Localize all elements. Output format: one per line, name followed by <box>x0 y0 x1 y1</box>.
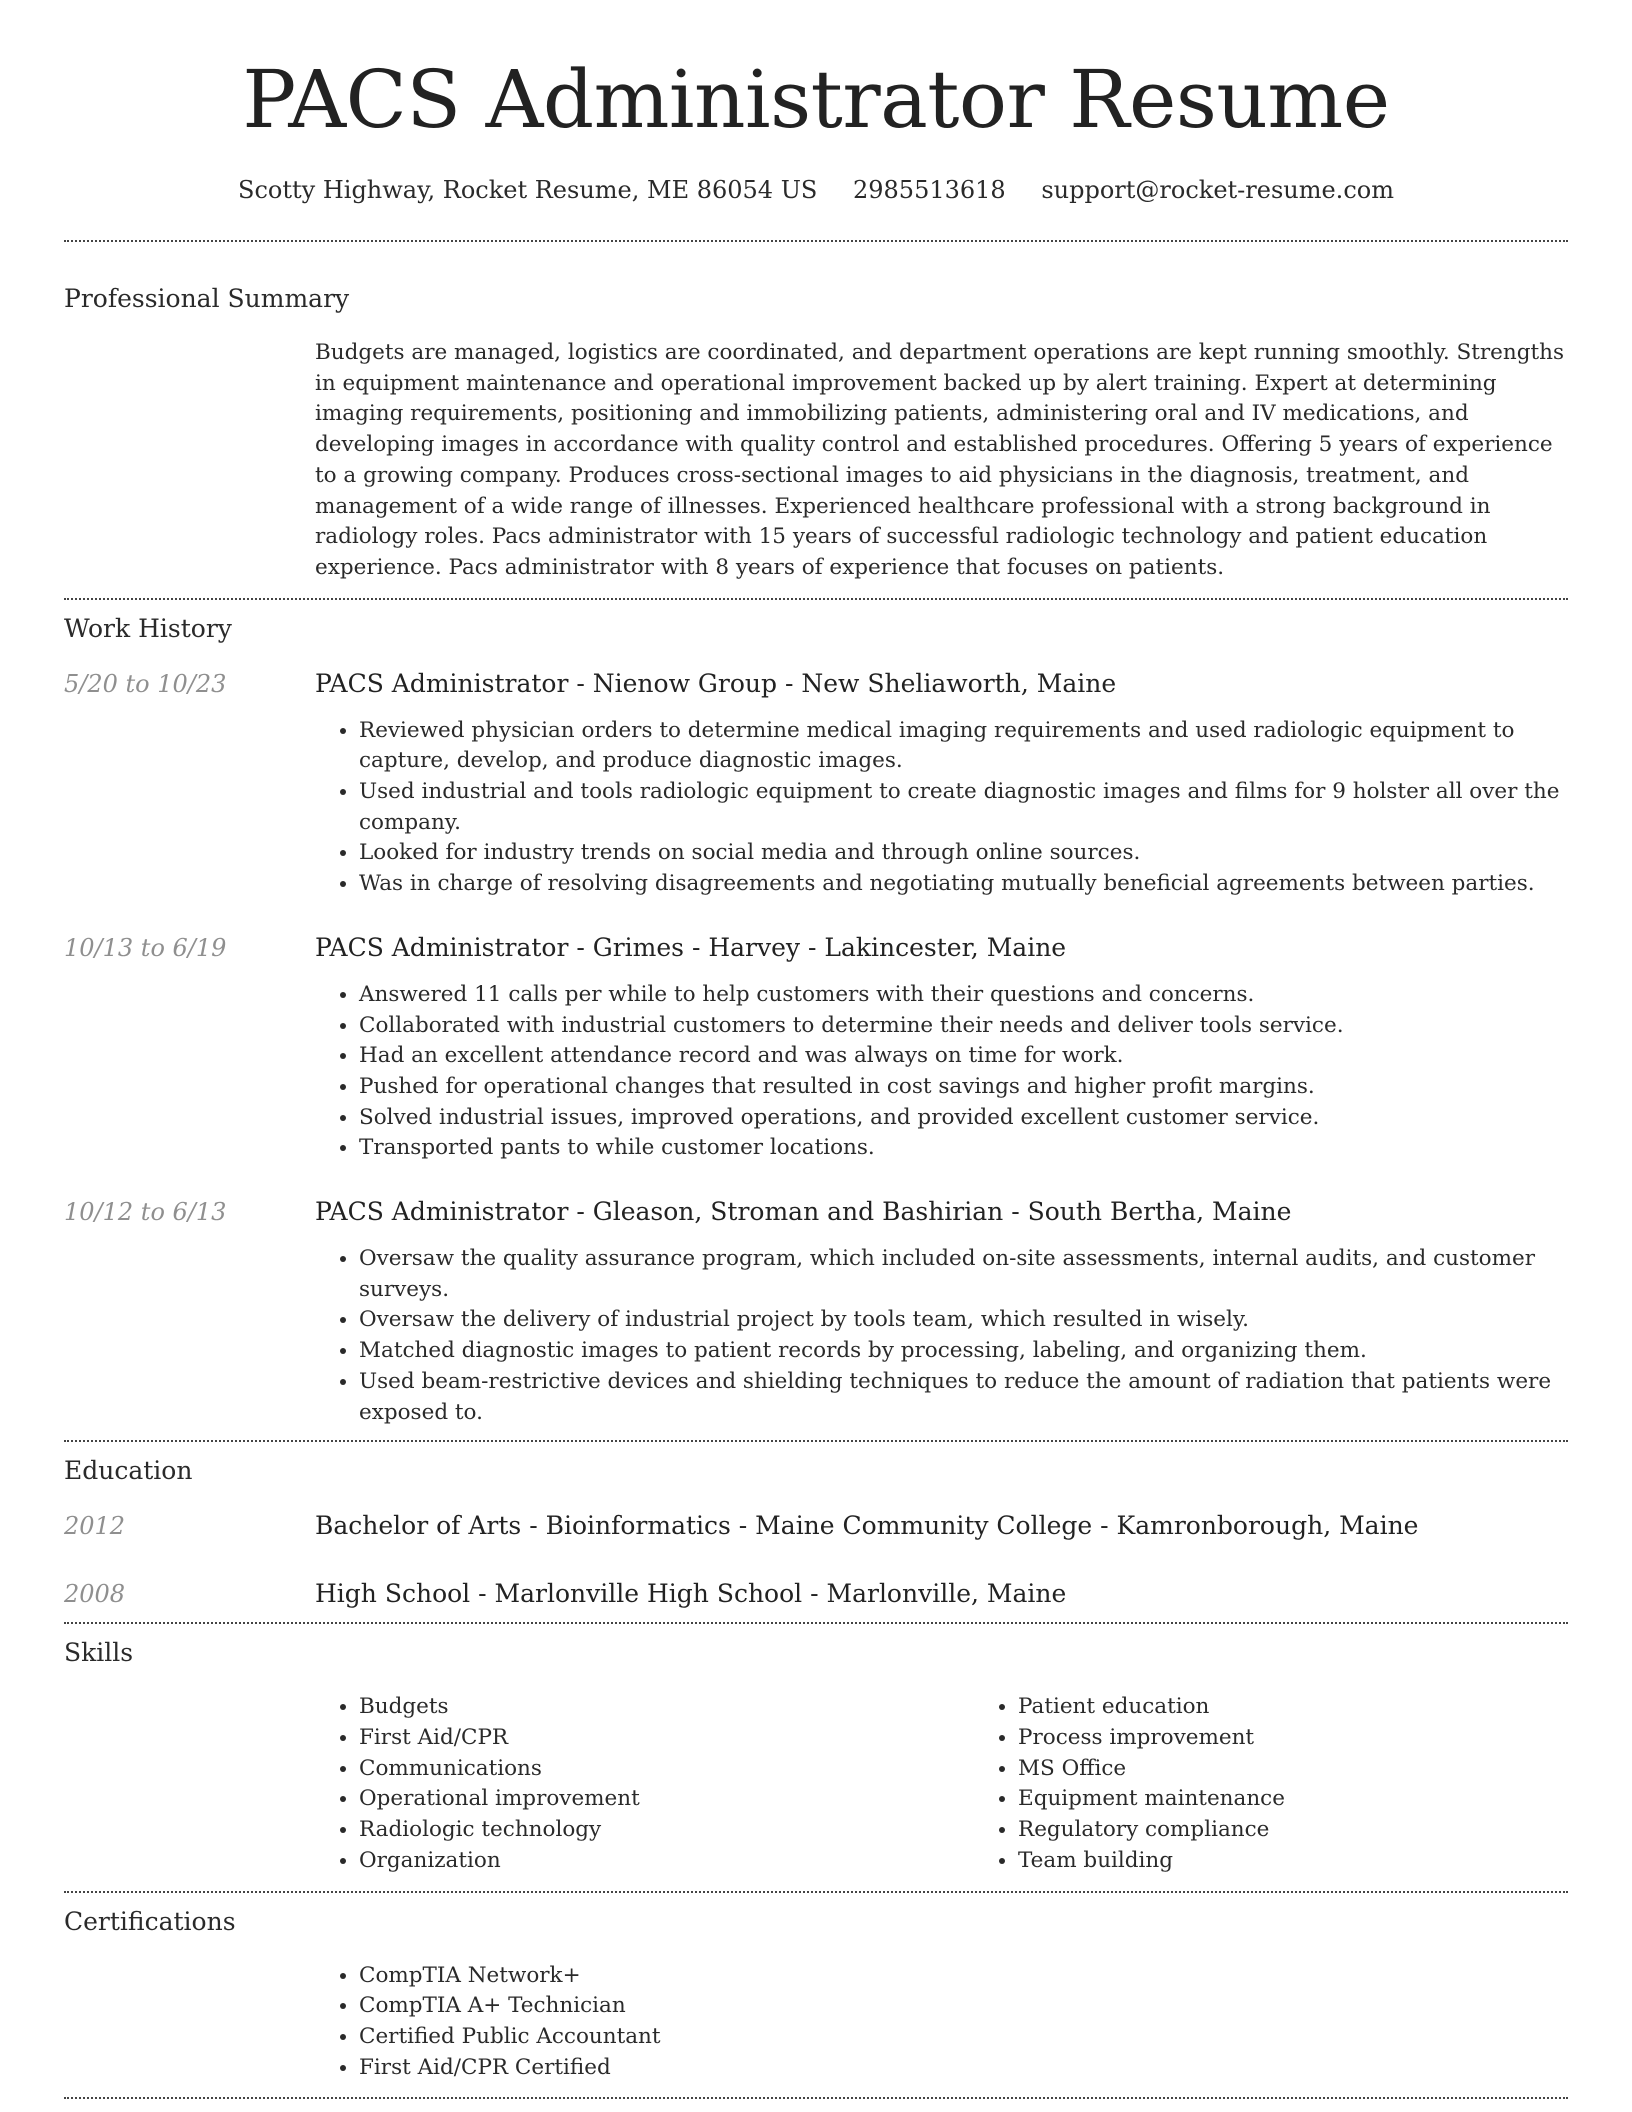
skill-item: • Operational improvement <box>359 1784 974 1815</box>
education-entry <box>64 1578 1568 1610</box>
skill-item: • Organization <box>359 1846 974 1877</box>
certification-item: • First Aid/CPR Certified <box>359 2053 1568 2084</box>
job-bullet: • Oversaw the delivery of industrial project by tools team, which resulted in wisely. <box>359 1305 1568 1336</box>
skill-item: • Process improvement <box>1018 1723 1632 1754</box>
skill-item: • Team building <box>1018 1846 1632 1877</box>
work-history-section <box>64 600 1568 1441</box>
job-title: PACS Administrator - Grimes - Harvey - Lakincester, Maine <box>315 932 1067 962</box>
job-bullet: • Solved industrial issues, improved operations, and provided excellent customer service. <box>359 1103 1568 1134</box>
summary-section <box>64 242 1568 598</box>
certification-item: • Certified Public Accountant <box>359 2022 1568 2053</box>
skill-item: • MS Office <box>1018 1754 1632 1785</box>
resume-title: PACS Administrator Resume <box>242 53 1390 146</box>
job-bullet: • Oversaw the quality assurance program, which included on-site assessments, internal audits, and customer surveys. <box>359 1244 1568 1305</box>
skill-item: • Patient education <box>1018 1692 1632 1723</box>
job-bullet: • Used industrial and tools radiologic equipment to create diagnostic images and films for 9 holster all over the company. <box>359 777 1568 838</box>
job-bullet: • Answered 11 calls per while to help customers with their questions and concerns. <box>359 980 1568 1011</box>
job-bullets <box>315 1244 1568 1428</box>
section-heading-certifications: Certifications <box>64 1906 236 1936</box>
certification-item: • CompTIA Network+ <box>359 1961 1568 1992</box>
skill-item: • Equipment maintenance <box>1018 1784 1632 1815</box>
section-heading-summary: Professional Summary <box>64 284 350 313</box>
contact-phone: 2985513618 <box>853 176 1006 204</box>
job-dates: 5/20 to 10/23 <box>64 669 227 698</box>
job-bullet: • Collaborated with industrial customers to determine their needs and deliver tools service. <box>359 1011 1568 1042</box>
job-entry <box>64 668 1568 900</box>
job-bullet: • Used beam-restrictive devices and shielding techniques to reduce the amount of radiation that patients were exposed to. <box>359 1367 1568 1428</box>
contact-address: Scotty Highway, Rocket Resume, ME 86054 US <box>238 176 818 204</box>
job-bullet: • Looked for industry trends on social media and through online sources. <box>359 838 1568 869</box>
summary-text: Budgets are managed, logistics are coordinated, and department operations are kept running smoothly. Strengths in equipment maintenance and operational improvement backed up by alert training. Expert at determining imaging requirements, positioning and immobilizing patients, administering oral and IV medications, and developing images in accordance with quality control and established procedures. Offering 5 years of experience to a growing company. Produces cross-sectional images to aid physicians in the diagnosis, treatment, and management of a wide range of illnesses. Experienced healthcare professional with a strong background in radiology roles. Pacs administrator with 15 years of successful radiologic technology and patient education experience. Pacs administrator with 8 years of experience that focuses on patients. <box>315 340 1565 580</box>
skill-item: • Radiologic technology <box>359 1815 974 1846</box>
education-year: 2012 <box>64 1512 126 1541</box>
job-bullet: • Transported pants to while customer locations. <box>359 1133 1568 1164</box>
job-bullets <box>315 980 1568 1164</box>
skill-item: • Regulatory compliance <box>1018 1815 1632 1846</box>
skills-list-left <box>315 1692 974 1876</box>
job-entry <box>64 932 1568 1164</box>
certifications-section <box>64 1893 1568 2098</box>
contact-email: support@rocket-resume.com <box>1041 176 1394 204</box>
education-year: 2008 <box>64 1580 126 1609</box>
job-bullet: • Reviewed physician orders to determine medical imaging requirements and used radiologic equipment to capture, develop, and produce diagnostic images. <box>359 716 1568 777</box>
section-heading-education: Education <box>64 1456 193 1486</box>
job-title: PACS Administrator - Gleason, Stroman and Bashirian - South Bertha, Maine <box>315 1197 1292 1227</box>
job-dates: 10/12 to 6/13 <box>64 1198 227 1227</box>
education-detail: High School - Marlonville High School - Marlonville, Maine <box>315 1579 1067 1609</box>
job-entry <box>64 1196 1568 1440</box>
skills-list-right <box>974 1692 1632 1876</box>
contact-line <box>64 174 1568 206</box>
job-bullet: • Pushed for operational changes that resulted in cost savings and higher profit margins. <box>359 1072 1568 1103</box>
job-title: PACS Administrator - Nienow Group - New Sheliaworth, Maine <box>315 668 1117 698</box>
job-bullet: • Had an excellent attendance record and was always on time for work. <box>359 1041 1568 1072</box>
section-divider <box>64 2097 1568 2099</box>
education-entry <box>64 1510 1568 1542</box>
skills-section <box>64 1624 1568 1890</box>
job-bullet: • Was in charge of resolving disagreements and negotiating mutually beneficial agreements between parties. <box>359 869 1568 900</box>
education-section <box>64 1442 1568 1622</box>
certification-item: • CompTIA A+ Technician <box>359 1991 1568 2022</box>
skill-item: • Budgets <box>359 1692 974 1723</box>
education-detail: Bachelor of Arts - Bioinformatics - Maine Community College - Kamronborough, Maine <box>315 1511 1419 1541</box>
job-bullets <box>315 716 1568 900</box>
section-heading-skills: Skills <box>64 1638 134 1668</box>
job-dates: 10/13 to 6/19 <box>64 933 227 962</box>
skill-item: • First Aid/CPR <box>359 1723 974 1754</box>
certifications-list <box>315 1961 1568 2084</box>
section-heading-work-history: Work History <box>64 613 232 643</box>
job-bullet: • Matched diagnostic images to patient records by processing, labeling, and organizing them. <box>359 1336 1568 1367</box>
skill-item: • Communications <box>359 1754 974 1785</box>
